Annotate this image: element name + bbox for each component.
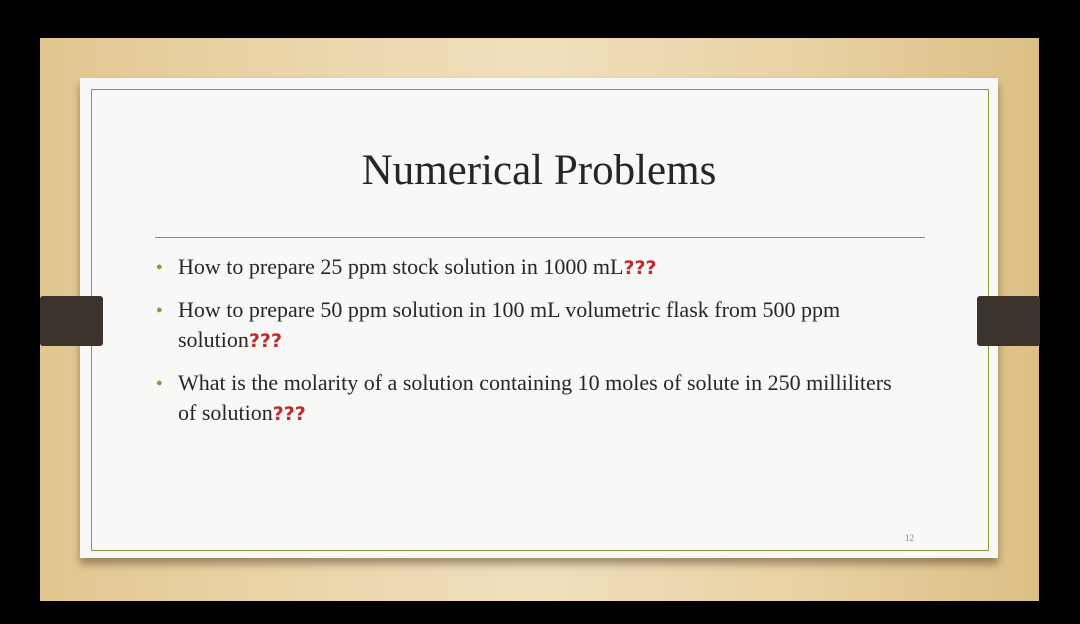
left-tab-decoration <box>40 296 103 346</box>
bullet-icon: ● <box>156 261 163 273</box>
slide-number: 12 <box>905 533 914 543</box>
bullet-item <box>155 295 915 356</box>
question-marks: ??? <box>623 257 657 279</box>
bullet-item <box>155 252 915 283</box>
question-marks: ??? <box>272 403 306 425</box>
right-tab-decoration <box>977 296 1040 346</box>
bullet-icon: ● <box>156 377 163 389</box>
bullet-list <box>155 252 915 441</box>
slide-title: Numerical Problems <box>361 147 717 194</box>
question-marks: ??? <box>248 330 282 352</box>
bullet-icon: ● <box>156 304 163 316</box>
bullet-text: How to prepare 25 ppm stock solution in 1000 mL <box>178 254 624 279</box>
bullet-text: How to prepare 50 ppm solution in 100 mL volumetric flask from 500 ppm solution <box>178 297 841 352</box>
bullet-text: What is the molarity of a solution containing 10 moles of solute in 250 milliliters of solution <box>178 370 892 425</box>
bullet-item <box>155 368 915 429</box>
title-divider <box>155 237 925 238</box>
